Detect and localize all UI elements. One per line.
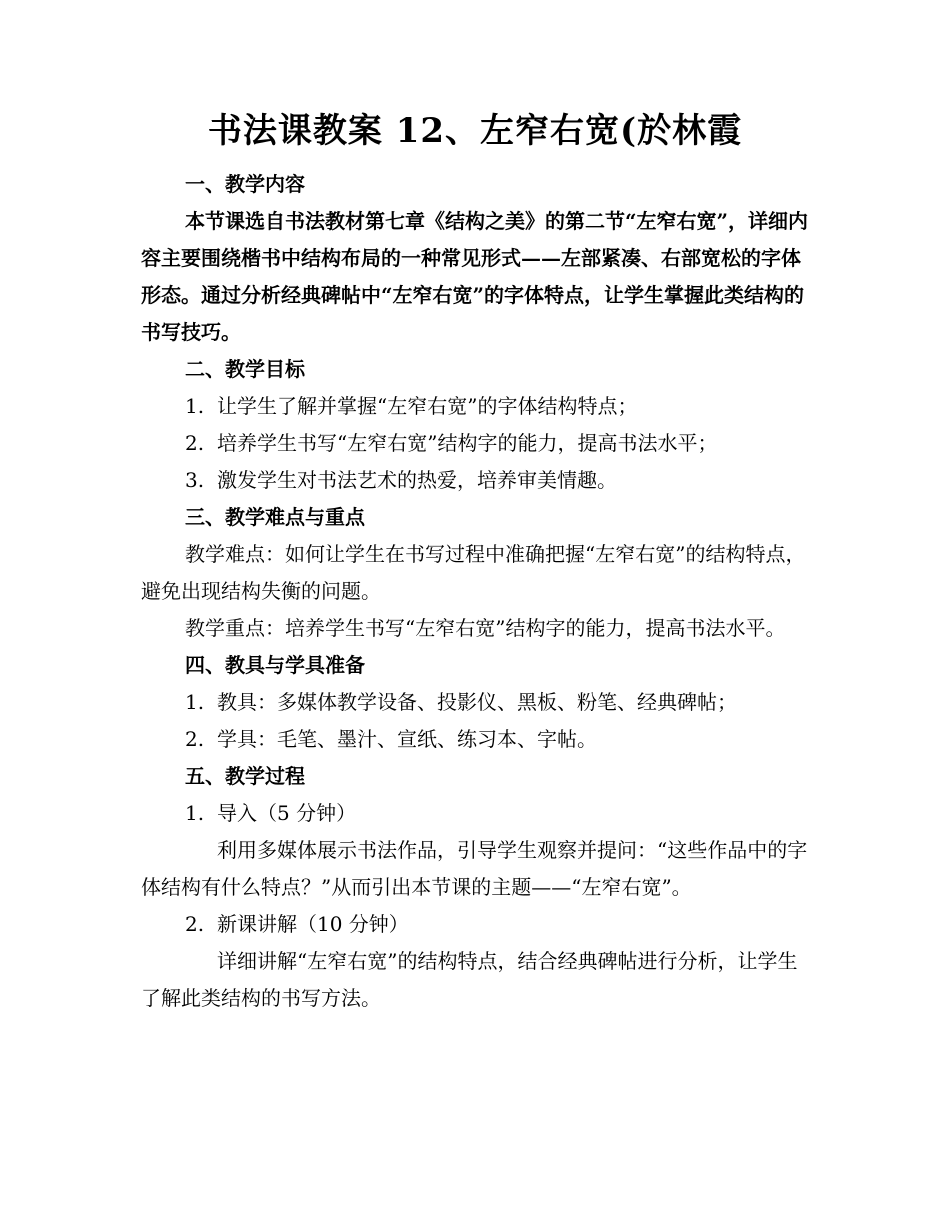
- process-step-label: [141, 795, 809, 832]
- goal-item-number: 1.: [185, 394, 205, 418]
- goal-item-number: 3.: [185, 468, 205, 492]
- difficulty-paragraph: 教学难点：如何让学生在书写过程中准确把握“左窄右宽”的结构特点，避免出现结构失衡的问题。: [141, 542, 806, 603]
- process-step-description: 利用多媒体展示书法作品，引导学生观察并提问：“这些作品中的字体结构有什么特点？”从而引出本节课的主题——“左窄右宽”。: [141, 838, 808, 899]
- document-body: [141, 166, 809, 1017]
- process-step-label: [141, 906, 809, 943]
- goal-item-text: 培养学生书写“左窄右宽”结构字的能力，提高书法水平；: [217, 431, 718, 455]
- section-heading-content: 一、教学内容: [185, 172, 305, 196]
- section-heading-process: 五、教学过程: [185, 764, 305, 788]
- process-step-number: 2.: [185, 912, 205, 936]
- goal-item: [141, 425, 809, 462]
- process-step-title: 导入（5 分钟）: [217, 801, 357, 825]
- materials-item: [141, 684, 809, 721]
- section-heading-materials: 四、教具与学具准备: [185, 653, 365, 677]
- materials-item: [141, 721, 809, 758]
- goal-item: [141, 388, 809, 425]
- section-paragraph-content: 本节课选自书法教材第七章《结构之美》的第二节“左窄右宽”，详细内容主要围绕楷书中结构布局的一种常见形式——左部紧凑、右部宽松的字体形态。通过分析经典碑帖中“左窄右宽”的字体特点，让学生掌握此类结构的书写技巧。: [141, 209, 809, 344]
- section-heading-difficulty: 三、教学难点与重点: [185, 505, 365, 529]
- materials-item-text: 学具：毛笔、墨汁、宣纸、练习本、字帖。: [217, 727, 597, 751]
- goal-item-text: 激发学生对书法艺术的热爱，培养审美情趣。: [217, 468, 617, 492]
- materials-item-number: 1.: [185, 690, 205, 714]
- process-step-description: 详细讲解“左窄右宽”的结构特点，结合经典碑帖进行分析，让学生了解此类结构的书写方法。: [141, 949, 798, 1010]
- page-title: 书法课教案 12、左窄右宽(於林霞: [207, 111, 743, 151]
- key-point-paragraph: 教学重点：培养学生书写“左窄右宽”结构字的能力，提高书法水平。: [185, 616, 786, 640]
- materials-item-text: 教具：多媒体教学设备、投影仪、黑板、粉笔、经典碑帖；: [217, 690, 737, 714]
- goal-item: [141, 462, 809, 499]
- section-heading-goals: 二、教学目标: [185, 357, 305, 381]
- goal-item-number: 2.: [185, 431, 205, 455]
- materials-item-number: 2.: [185, 727, 205, 751]
- process-step-number: 1.: [185, 801, 205, 825]
- goal-item-text: 让学生了解并掌握“左窄右宽”的字体结构特点；: [217, 394, 638, 418]
- process-step-title: 新课讲解（10 分钟）: [217, 912, 409, 936]
